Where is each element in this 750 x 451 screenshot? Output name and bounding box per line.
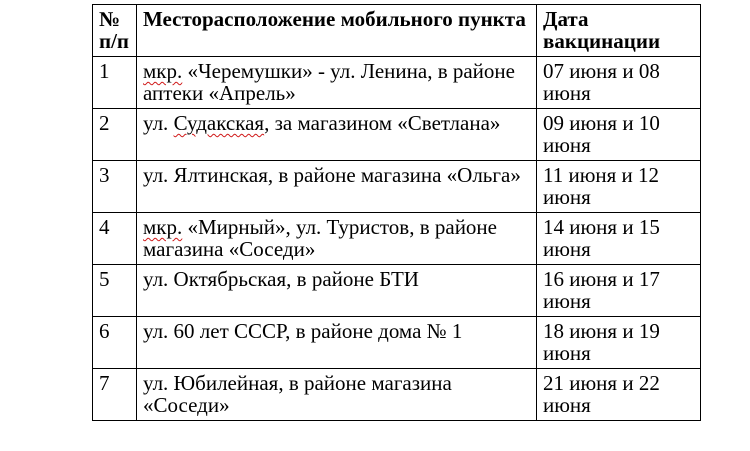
header-location: Месторасположение мобильного пункта (137, 5, 537, 57)
row-location (137, 265, 537, 317)
table-row (93, 317, 701, 369)
row-location (137, 161, 537, 213)
location-text: мкр. (143, 215, 183, 239)
header-date: Дата вакцинации (537, 5, 701, 57)
row-date: 18 июня и 19 июня (537, 317, 701, 369)
row-date: 11 июня и 12 июня (537, 161, 701, 213)
row-location (137, 213, 537, 265)
table-row (93, 369, 701, 421)
row-number: 6 (93, 317, 137, 369)
row-date: 09 июня и 10 июня (537, 109, 701, 161)
table-header-row (93, 5, 701, 57)
row-number: 7 (93, 369, 137, 421)
row-number: 4 (93, 213, 137, 265)
row-date: 21 июня и 22 июня (537, 369, 701, 421)
row-date: 16 июня и 17 июня (537, 265, 701, 317)
row-date: 07 июня и 08 июня (537, 57, 701, 109)
row-number: 3 (93, 161, 137, 213)
header-number: № п/п (93, 5, 137, 57)
row-number: 2 (93, 109, 137, 161)
row-location (137, 369, 537, 421)
row-number: 5 (93, 265, 137, 317)
location-text: ул. 60 лет СССР, в районе дома № 1 (143, 319, 463, 343)
row-location (137, 317, 537, 369)
location-text: , за магазином «Светлана» (264, 111, 501, 135)
row-location (137, 109, 537, 161)
location-text: ул. Октябрьская, в районе БТИ (143, 267, 419, 291)
location-text: мкр. (143, 59, 183, 83)
row-date: 14 июня и 15 июня (537, 213, 701, 265)
row-location (137, 57, 537, 109)
table-row (93, 161, 701, 213)
row-number: 1 (93, 57, 137, 109)
location-text: ул. Ялтинская, в районе магазина «Ольга» (143, 163, 521, 187)
location-text: ул. (143, 111, 174, 135)
table-row (93, 265, 701, 317)
table-row (93, 213, 701, 265)
location-text: «Мирный», ул. Туристов, в районе магазина «Соседи» (143, 215, 497, 261)
table-row (93, 57, 701, 109)
vaccination-schedule-table (92, 4, 701, 421)
location-text: «Черемушки» - ул. Ленина, в районе аптеки «Апрель» (143, 59, 515, 105)
location-text: Судакская (173, 111, 265, 135)
table-row (93, 109, 701, 161)
location-text: ул. Юбилейная, в районе магазина «Соседи» (143, 371, 452, 417)
